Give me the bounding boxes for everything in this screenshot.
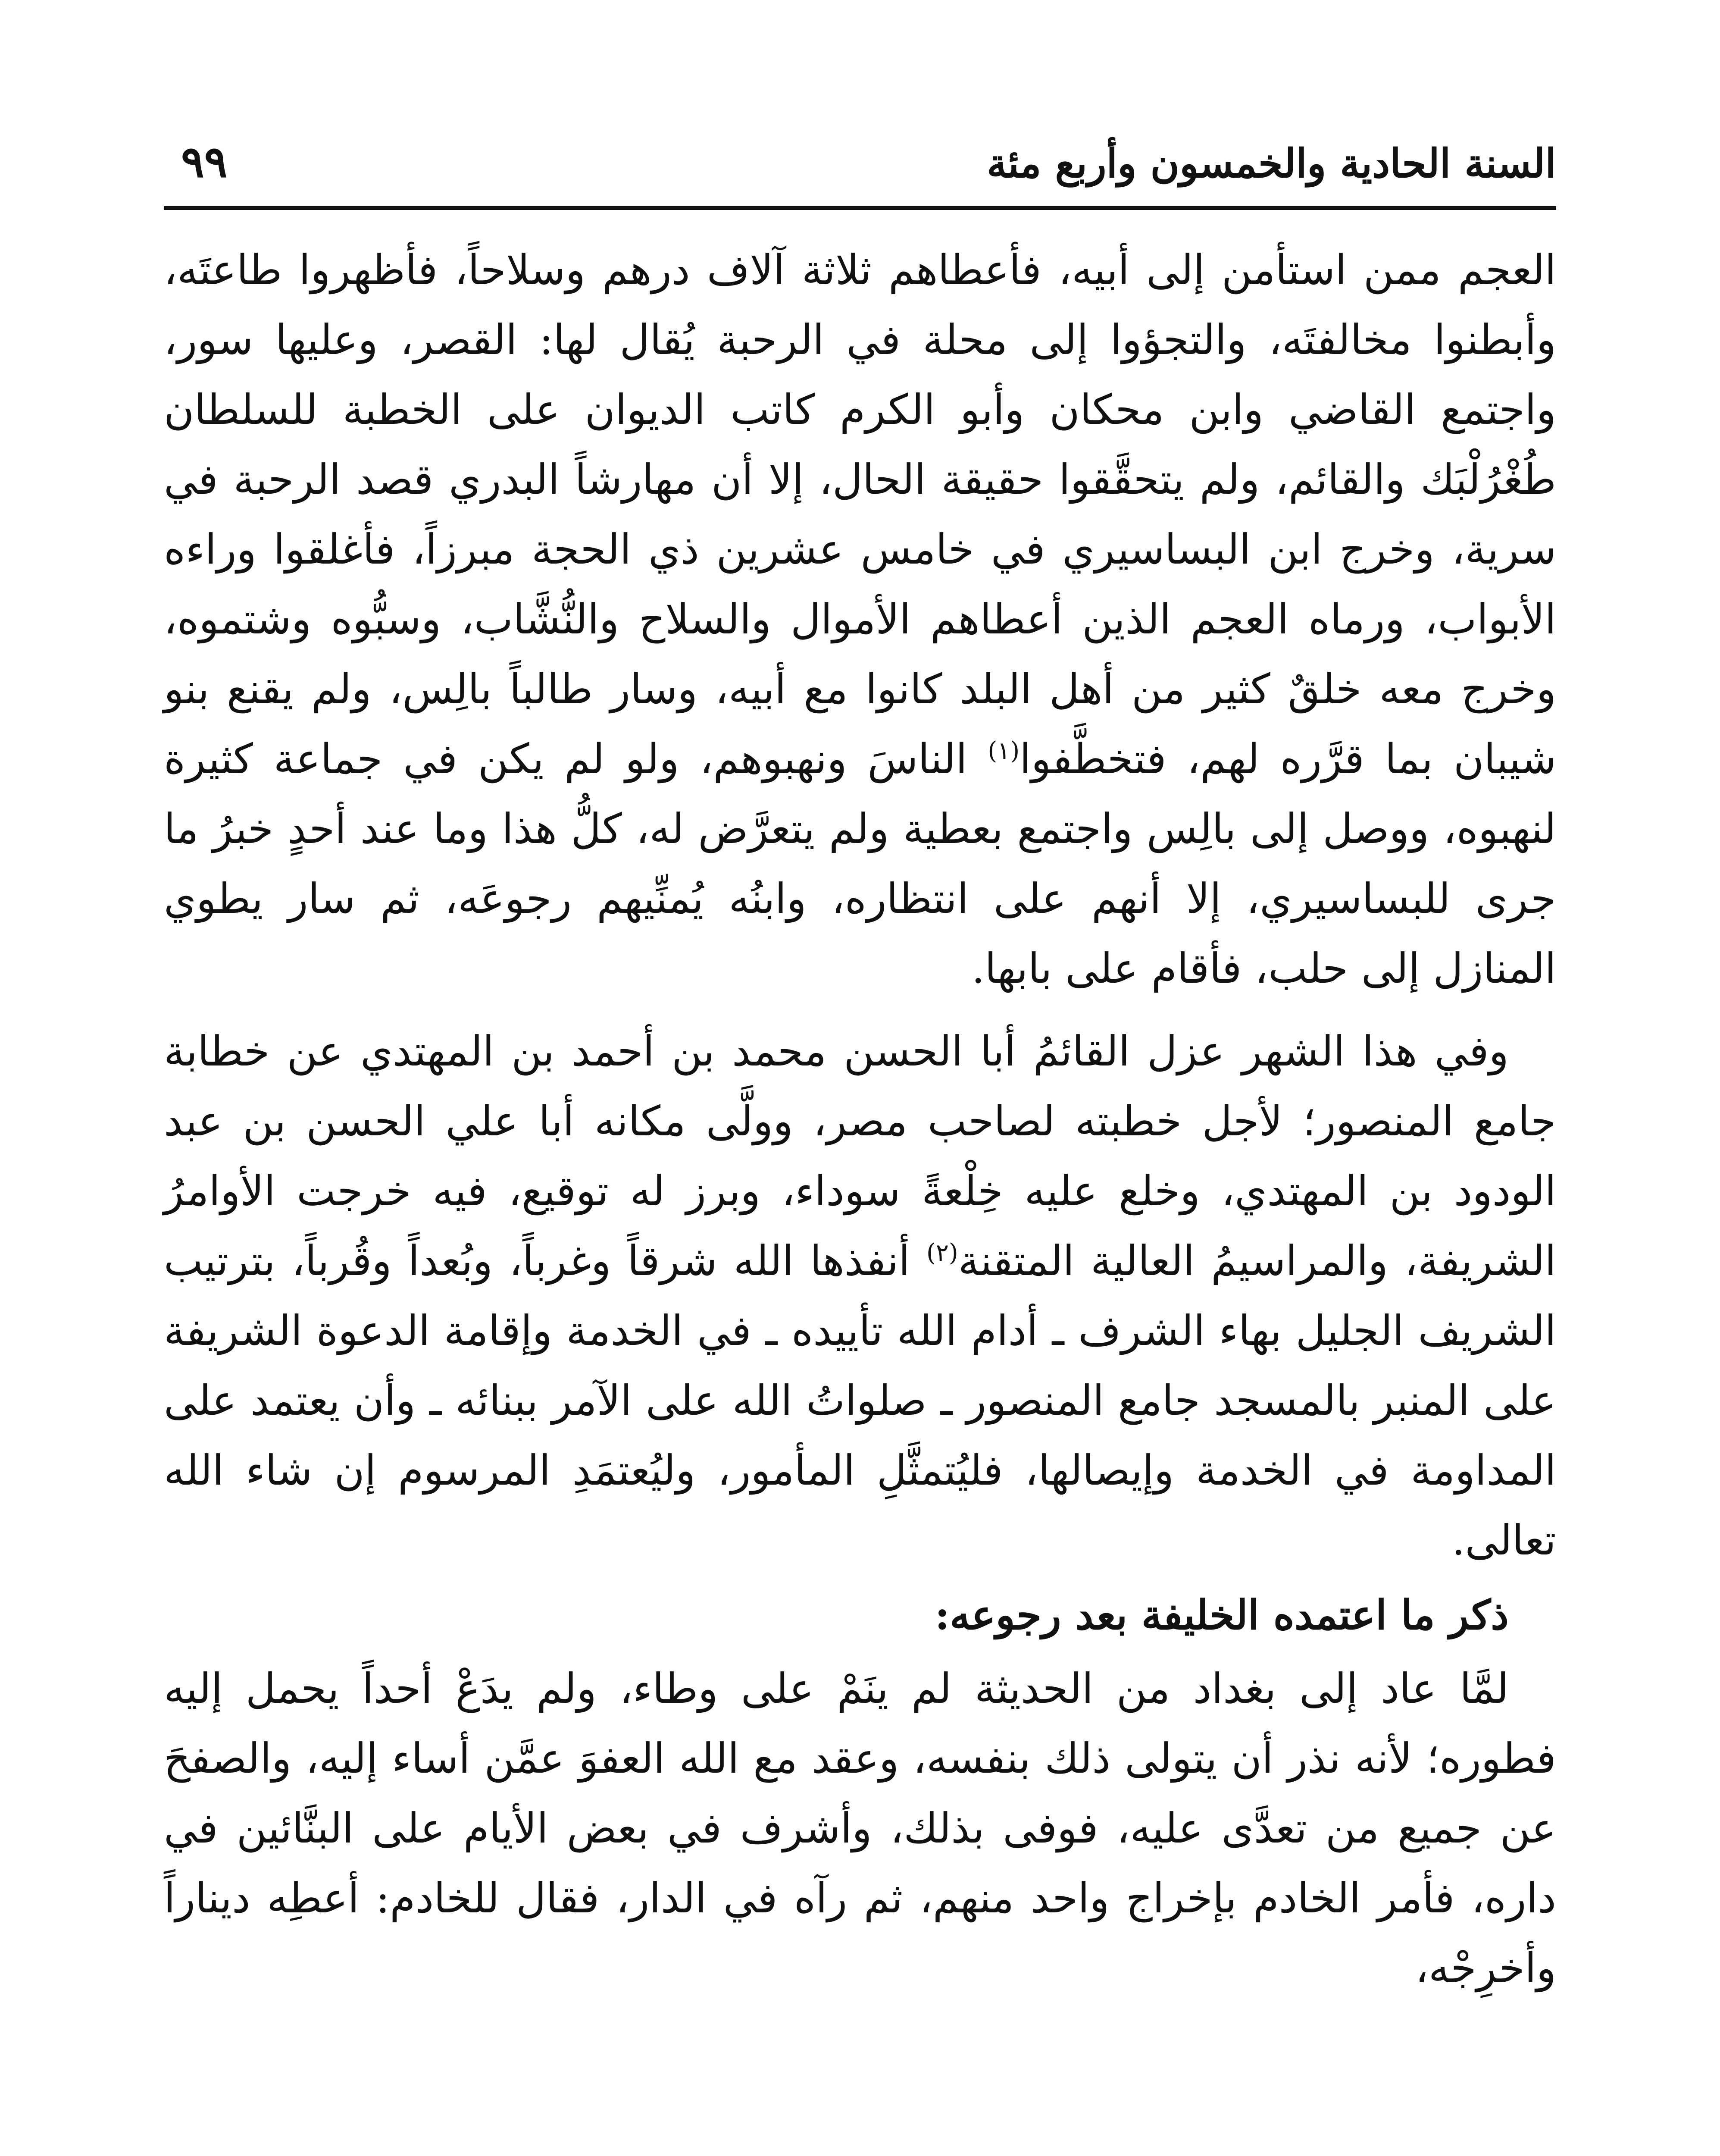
paragraph-2-text-b: أنفذها الله شرقاً وغرباً، وبُعداً وقُرباً، بترتيب الشريف الجليل بهاء الشرف ـ أدام الله تأييده ـ في الخدمة وإقامة الدعوة الشريفة على المنبر بالمسجد جامع المنصور ـ صلواتُ الله على الآمر ببنائه ـ وأن يعتمد على المداومة في الخدمة وإيصالها، فليُتمثَّلِ المأمور، وليُعتمَدِ المرسوم إن شاء الله تعالى.: [164, 1237, 1557, 1564]
footnote-ref-1: (١): [988, 737, 1020, 765]
paragraph-2-text-a: وفي هذا الشهر عزل القائمُ أبا الحسن محمد بن أحمد بن المهتدي عن خطابة جامع المنصور؛ لأجل خطبته لصاحب مصر، وولَّى مكانه أبا علي الحسن بن عبد الودود بن المهتدي، وخلع عليه خِلْعةً سوداء، وبرز له توقيع، فيه خرجت الأوامرُ الشريفة، والمراسيمُ العالية المتقنة: [164, 1027, 1557, 1285]
header-rule: [164, 206, 1556, 210]
main-text: [164, 235, 1556, 2003]
page-number: ٩٩: [181, 136, 228, 187]
paragraph-2: [164, 1016, 1556, 1575]
paragraph-3: لمَّا عاد إلى بغداد من الحديثة لم ينَمْ على وطاء، ولم يدَعْ أحداً يحمل إليه فطوره؛ لأنه نذر أن يتولى ذلك بنفسه، وعقد مع الله العفوَ عمَّن أساء إليه، والصفحَ عن جميع من تعدَّى عليه، فوفى بذلك، وأشرف في بعض الأيام على البنَّائين في داره، فأمر الخادم بإخراج واحد منهم، ثم رآه في الدار، فقال للخادم: أعطِه ديناراً وأخرِجْه،: [164, 1664, 1557, 1992]
section-heading: ذكر ما اعتمده الخليفة بعد رجوعه:: [935, 1592, 1509, 1639]
footnote-ref-2: (٢): [926, 1239, 958, 1267]
paragraph-1: [164, 235, 1556, 1003]
paragraph-1-text-b: الناسَ ونهبوهم، ولو لم يكن في جماعة كثيرة لنهبوه، ووصل إلى بالِس واجتمع بعطية ولم يتعرَّض له، كلُّ هذا وما عند أحدٍ خبرُ ما جرى للبساسيري، إلا أنهم على انتظاره، وابنُه يُمنِّيهم رجوعَه، ثم سار يطوي المنازل إلى حلب، فأقام على بابها.: [164, 735, 1556, 993]
paragraph-1-text-a: العجم ممن استأمن إلى أبيه، فأعطاهم ثلاثة آلاف درهم وسلاحاً، فأظهروا طاعتَه، وأبطنوا مخالفتَه، والتجؤوا إلى محلة في الرحبة يُقال لها: القصر، وعليها سور، واجتمع القاضي وابن محكان وأبو الكرم كاتب الديوان على الخطبة للسلطان طُغْرُلْبَك والقائم، ولم يتحقَّقوا حقيقة الحال، إلا أن مهارشاً البدري قصد الرحبة في سرية، وخرج ابن البساسيري في خامس عشرين ذي الحجة مبرزاً، فأغلقوا وراءه الأبواب، ورماه العجم الذين أعطاهم الأموال والسلاح والنُّشَّاب، وسبُّوه وشتموه، وخرج معه خلقٌ كثير من أهل البلد كانوا مع أبيه، وسار طالباً بالِس، ولم يقنع بنو شيبان بما قرَّره لهم، فتخطَّفوا: [164, 246, 1557, 783]
page-header: [164, 129, 1556, 198]
running-title: السنة الحادية والخمسون وأربع مئة: [987, 140, 1556, 187]
